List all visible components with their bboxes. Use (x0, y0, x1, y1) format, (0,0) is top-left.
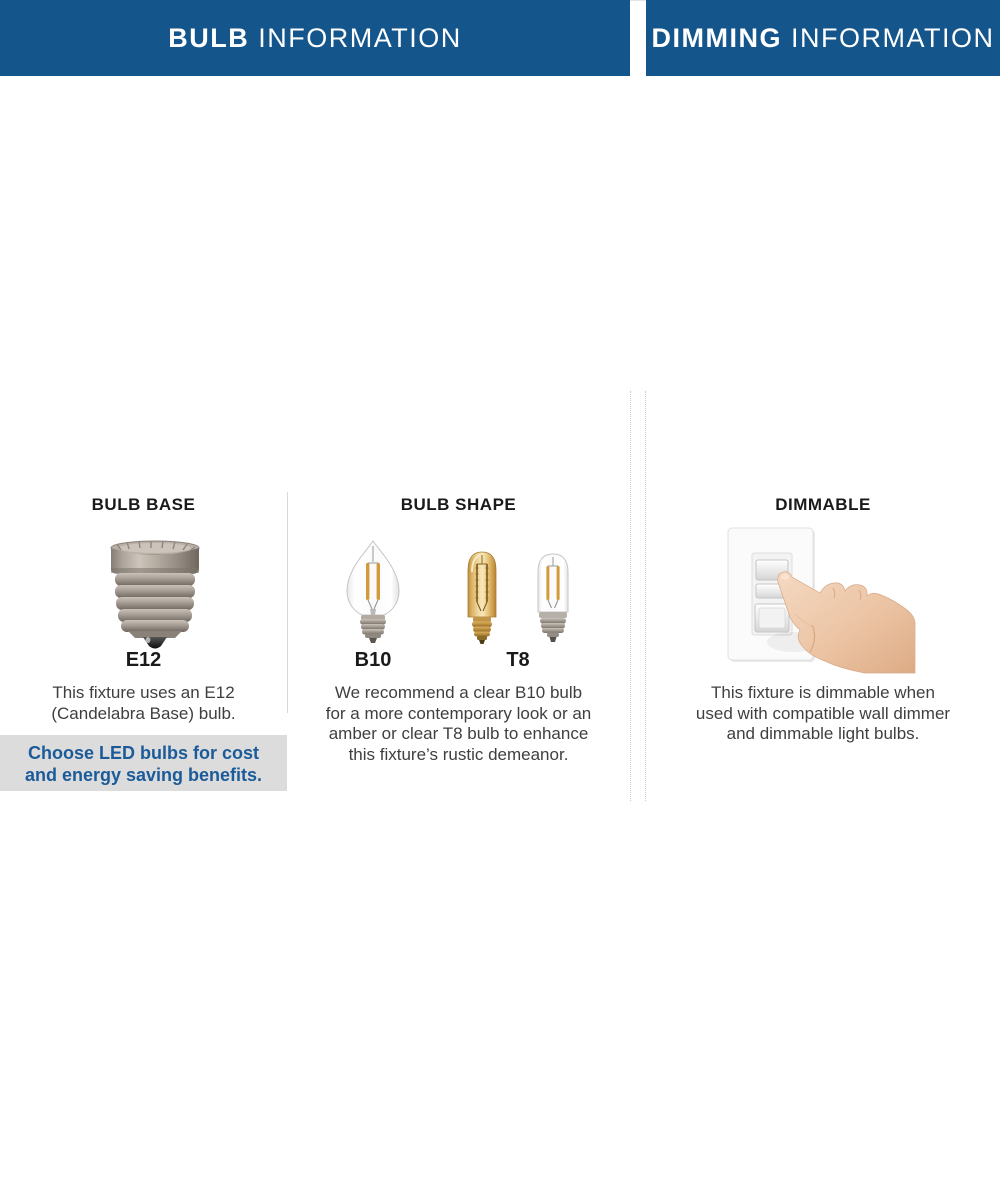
bulb-shape-heading: BULB SHAPE (400, 495, 517, 514)
e12-label: E12 (125, 649, 162, 671)
bulb-base-description-line: This fixture uses an E12 (52, 683, 235, 702)
bulb-base-heading: BULB BASE (91, 495, 196, 514)
led-note-line: and energy saving benefits. (24, 765, 263, 785)
b10-bulb-icon (347, 541, 399, 643)
bulb-base-description (0, 683, 287, 724)
t8-label: T8 (506, 649, 530, 671)
dimming-information-header (646, 0, 1000, 76)
bulb-shape-icons (330, 538, 630, 652)
bulb-shape-description (287, 683, 630, 765)
b10-label: B10 (354, 649, 392, 671)
e12-base-icon (95, 540, 215, 650)
bulb-header-emphasis: BULB (168, 22, 250, 53)
dimming-header-rest: INFORMATION (791, 22, 995, 53)
dimmable-description-line: and dimmable light bulbs. (726, 724, 920, 743)
dimmable-heading: DIMMABLE (775, 495, 871, 514)
bulb-information-header (0, 0, 630, 76)
dimmable-description-line: used with compatible wall dimmer (695, 703, 951, 723)
column-divider-line (287, 492, 288, 713)
bulb-base-description-line: (Candelabra Base) bulb. (51, 703, 236, 723)
bulb-shape-description-line: this fixture’s rustic demeanor. (348, 744, 569, 764)
bulb-shape-description-line: for a more contemporary look or an (325, 703, 592, 723)
bulb-header-rest: INFORMATION (258, 22, 462, 53)
dimmable-description-line: This fixture is dimmable when (711, 683, 935, 702)
dimmer-switch-hand-icon (715, 522, 925, 680)
dimming-header-emphasis: DIMMING (651, 22, 782, 53)
led-note-box (0, 735, 287, 791)
t8-clear-bulb-icon (538, 554, 568, 642)
t8-amber-bulb-icon (468, 552, 496, 644)
section-dotted-divider-left (630, 391, 631, 801)
bulb-shape-description-line: We recommend a clear B10 bulb (334, 683, 583, 702)
bulb-shape-description-line: amber or clear T8 bulb to enhance (328, 724, 589, 743)
dimmable-description (646, 683, 1000, 745)
led-note-line: Choose LED bulbs for cost (27, 743, 259, 763)
